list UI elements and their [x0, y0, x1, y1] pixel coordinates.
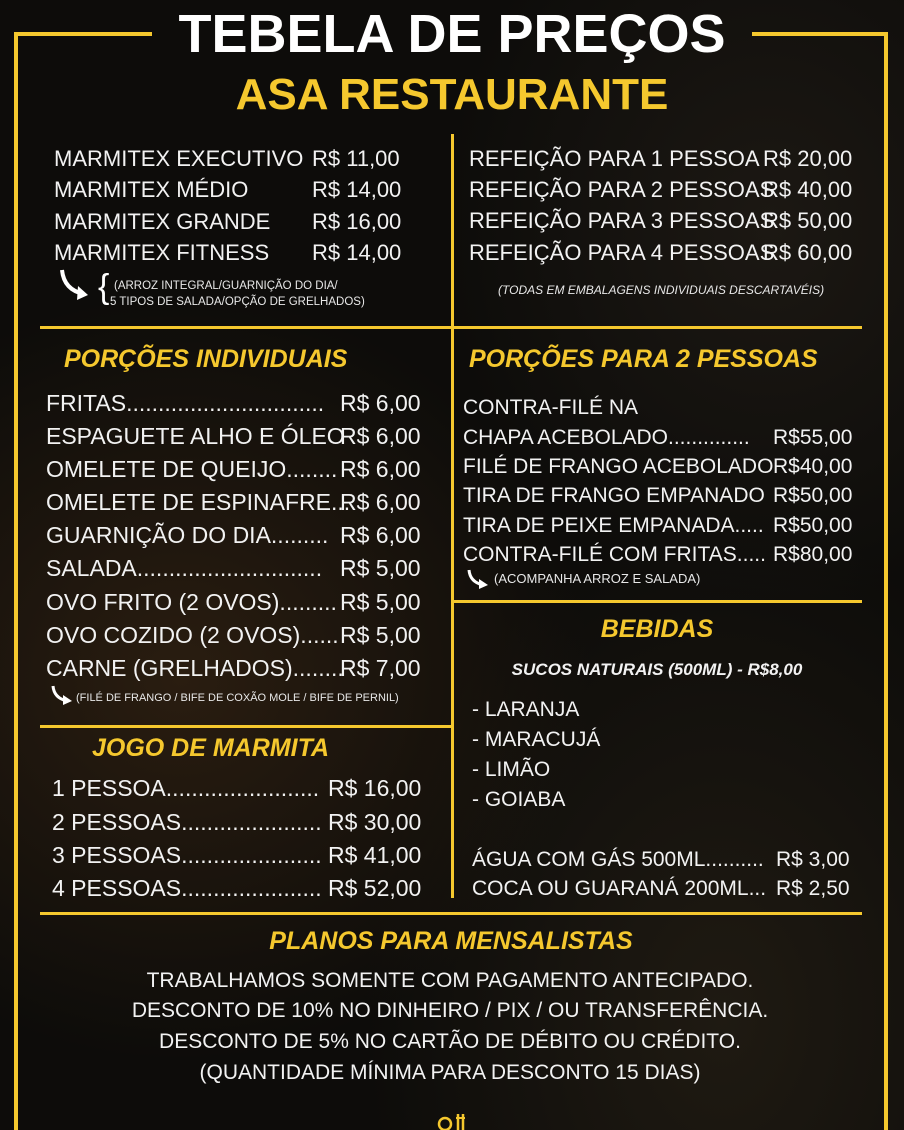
item-price: R$ 6,00 [340, 456, 421, 482]
item-price: R$ 7,00 [340, 655, 421, 681]
frame-right-border [884, 32, 888, 1130]
item-label: ÁGUA COM GÁS 500ML.......... [472, 848, 764, 871]
item-price: R$ 40,00 [763, 177, 853, 202]
item-label: CONTRA-FILÉ NA [463, 396, 639, 419]
section-title-mensalistas: PLANOS PARA MENSALISTAS [269, 927, 633, 955]
item-label: TIRA DE FRANGO EMPANADO [463, 484, 765, 507]
section-title-jogo-marmita: JOGO DE MARMITA [92, 734, 330, 762]
item-price: R$40,00 [773, 455, 853, 478]
top-vertical-divider [451, 134, 454, 326]
divider-above-mensalistas [40, 912, 862, 915]
flavor-item: - MARACUJÁ [472, 728, 601, 751]
item-price: R$ 6,00 [340, 423, 421, 449]
item-price: R$ 20,00 [763, 146, 853, 171]
mensalistas-line: (QUANTIDADE MÍNIMA PARA DESCONTO 15 DIAS) [199, 1061, 701, 1084]
refeicoes-note: (TODAS EM EMBALAGENS INDIVIDUAIS DESCARTAVÉIS) [498, 283, 825, 297]
restaurant-name: ASA RESTAURANTE [235, 70, 669, 119]
cutlery-logo-icon [436, 1112, 470, 1130]
item-price: R$ 3,00 [776, 848, 850, 871]
item-label: 4 PESSOAS...................... [52, 875, 322, 901]
mensalistas-line: DESCONTO DE 5% NO CARTÃO DE DÉBITO OU CRÉDITO. [159, 1030, 741, 1053]
item-price: R$ 11,00 [312, 146, 400, 171]
arrow-curve-icon [58, 268, 94, 302]
item-label: MARMITEX FITNESS [54, 240, 270, 265]
item-label: MARMITEX GRANDE [54, 209, 271, 234]
item-price: R$55,00 [773, 426, 853, 449]
flavor-item: - LARANJA [472, 698, 580, 721]
item-label: 1 PESSOA........................ [52, 775, 320, 801]
item-label: TIRA DE PEIXE EMPANADA..... [463, 514, 764, 537]
divider-above-bebidas [452, 600, 862, 603]
item-label: 2 PESSOAS...................... [52, 809, 322, 835]
frame-left-border [14, 32, 18, 1130]
item-price: R$ 30,00 [328, 809, 422, 835]
item-price: R$ 60,00 [763, 240, 853, 265]
item-price: R$ 6,00 [340, 390, 421, 416]
arrow-curve-icon [466, 568, 492, 590]
item-label: REFEIÇÃO PARA 4 PESSOAS [469, 240, 775, 265]
item-label: OMELETE DE QUEIJO........ [46, 456, 338, 482]
fitness-note-line2: 5 TIPOS DE SALADA/OPÇÃO DE GRELHADOS) [110, 296, 365, 308]
arrow-curve-icon [50, 684, 76, 706]
frame-top-right-border [752, 32, 888, 36]
item-price: R$ 50,00 [763, 208, 853, 233]
section-title-bebidas: BEBIDAS [600, 615, 714, 643]
item-label: 3 PESSOAS...................... [52, 842, 322, 868]
item-price: R$80,00 [773, 543, 853, 566]
sucos-naturais-price: SUCOS NATURAIS (500ML) - R$8,00 [511, 660, 803, 679]
item-label: REFEIÇÃO PARA 3 PESSOAS [469, 208, 775, 233]
divider-above-jogo [40, 725, 452, 728]
item-label: REFEIÇÃO PARA 1 PESSOA [469, 146, 760, 171]
item-price: R$ 41,00 [328, 842, 422, 868]
item-label: SALADA............................. [46, 555, 323, 581]
fitness-note-line1: (ARROZ INTEGRAL/GUARNIÇÃO DO DIA/ [114, 280, 338, 292]
porcoes-2-pessoas-note: (ACOMPANHA ARROZ E SALADA) [494, 571, 701, 586]
item-label: CARNE (GRELHADOS)........ [46, 655, 344, 681]
item-label: REFEIÇÃO PARA 2 PESSOAS [469, 177, 775, 202]
item-label: COCA OU GUARANÁ 200ML... [472, 877, 767, 900]
item-price: R$ 6,00 [340, 489, 421, 515]
porcoes-individuais-note: (FILÉ DE FRANGO / BIFE DE COXÃO MOLE / BIFE DE PERNIL) [76, 692, 399, 704]
middle-vertical-divider [451, 326, 454, 898]
section-title-porcoes-individuais: PORÇÕES INDIVIDUAIS [64, 345, 348, 373]
mensalistas-line: TRABALHAMOS SOMENTE COM PAGAMENTO ANTECIPADO. [146, 969, 754, 992]
flavor-item: - GOIABA [472, 788, 566, 811]
item-label: MARMITEX MÉDIO [54, 177, 249, 202]
item-label: FRITAS............................... [46, 390, 325, 416]
mensalistas-line: DESCONTO DE 10% NO DINHEIRO / PIX / OU TRANSFERÊNCIA. [131, 999, 769, 1022]
item-label: OMELETE DE ESPINAFRE... [46, 489, 351, 515]
item-price: R$ 5,00 [340, 555, 421, 581]
item-price: R$50,00 [773, 514, 853, 537]
item-price: R$ 14,00 [312, 177, 402, 202]
page-title: TEBELA DE PREÇOS [178, 4, 726, 64]
item-price: R$50,00 [773, 484, 853, 507]
flavor-item: - LIMÃO [472, 758, 551, 781]
item-label: CHAPA ACEBOLADO.............. [463, 426, 750, 449]
section-title-porcoes-2-pessoas: PORÇÕES PARA 2 PESSOAS [469, 345, 818, 373]
item-label: ESPAGUETE ALHO E ÓLEO [46, 423, 345, 449]
item-label: OVO FRITO (2 OVOS)......... [46, 589, 337, 615]
item-label: GUARNIÇÃO DO DIA......... [46, 522, 329, 548]
item-price: R$ 52,00 [328, 875, 422, 901]
item-price: R$ 16,00 [328, 775, 422, 801]
item-label: FILÉ DE FRANGO ACEBOLADO [463, 455, 774, 478]
item-price: R$ 6,00 [340, 522, 421, 548]
item-label: MARMITEX EXECUTIVO [54, 146, 304, 171]
item-label: CONTRA-FILÉ COM FRITAS..... [463, 543, 766, 566]
item-label: OVO COZIDO (2 OVOS)...... [46, 622, 339, 648]
brace-icon: { [98, 268, 110, 306]
item-price: R$ 5,00 [340, 622, 421, 648]
item-price: R$ 2,50 [776, 877, 850, 900]
frame-top-left-border [14, 32, 152, 36]
item-price: R$ 5,00 [340, 589, 421, 615]
item-price: R$ 16,00 [312, 209, 402, 234]
item-price: R$ 14,00 [312, 240, 402, 265]
